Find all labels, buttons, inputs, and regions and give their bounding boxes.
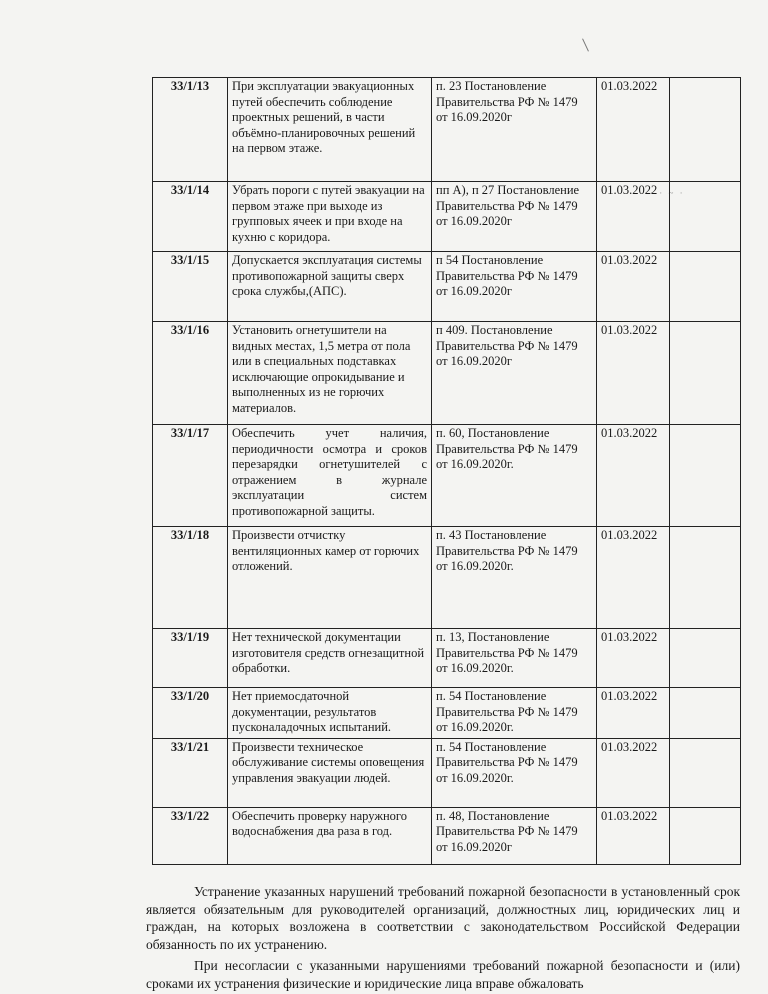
row-requirement: Произвести отчистку вентиляционных камер от горючих отложений. bbox=[228, 527, 432, 629]
table-row bbox=[153, 688, 741, 739]
row-legal-basis: п. 43 Постановление Правительства РФ № 1479 от 16.09.2020г. bbox=[432, 527, 597, 629]
scan-smudge: · · ~ · bbox=[650, 188, 685, 198]
row-requirement: Нет технической документации изготовителя средств огнезащитной обработки. bbox=[228, 629, 432, 688]
row-legal-basis: п 54 Постановление Правительства РФ № 1479 от 16.09.2020г bbox=[432, 252, 597, 322]
row-requirement: Установить огнетушители на видных местах, 1,5 метра от пола или в специальных подставках исключающие опрокидывание и выполненных из не горючих материалов. bbox=[228, 322, 432, 425]
row-deadline: 01.03.2022 bbox=[597, 425, 670, 527]
row-number: 33/1/20 bbox=[153, 688, 228, 739]
row-deadline: 01.03.2022 bbox=[597, 629, 670, 688]
row-number: 33/1/15 bbox=[153, 252, 228, 322]
row-legal-basis: п. 54 Постановление Правительства РФ № 1479 от 16.09.2020г. bbox=[432, 688, 597, 739]
row-number: 33/1/14 bbox=[153, 182, 228, 252]
body-paragraph: При несогласии с указанными нарушениями требований пожарной безопасности и (или) сроками их устранения физические и юридические лица вправе обжаловать bbox=[146, 958, 740, 991]
row-requirement: Допускается эксплуатация системы противопожарной защиты сверх срока службы,(АПС). bbox=[228, 252, 432, 322]
row-deadline: 01.03.2022 bbox=[597, 738, 670, 807]
row-deadline: 01.03.2022 bbox=[597, 807, 670, 864]
row-requirement: При эксплуатации эвакуационных путей обеспечить соблюдение проектных решений, в части объёмно-планировочных решений на первом этаже. bbox=[228, 78, 432, 182]
row-deadline: 01.03.2022 bbox=[597, 527, 670, 629]
row-number: 33/1/21 bbox=[153, 738, 228, 807]
row-note bbox=[670, 629, 741, 688]
row-legal-basis: п. 13, Постановление Правительства РФ № 1479 от 16.09.2020г. bbox=[432, 629, 597, 688]
row-requirement: Обеспечить учет наличия, периодичности осмотра и сроков перезарядки огнетушителей с отражением в журнале эксплуатации систем противопожарной защиты. bbox=[228, 425, 432, 527]
row-requirement: Обеспечить проверку наружного водоснабжения два раза в год. bbox=[228, 807, 432, 864]
row-legal-basis: п. 54 Постановление Правительства РФ № 1479 от 16.09.2020г. bbox=[432, 738, 597, 807]
row-requirement: Убрать пороги с путей эвакуации на первом этаже при выходе из групповых ячеек и при входе на кухню с коридора. bbox=[228, 182, 432, 252]
row-deadline: 01.03.2022 bbox=[597, 252, 670, 322]
row-legal-basis: п. 60, Постановление Правительства РФ № 1479 от 16.09.2020г. bbox=[432, 425, 597, 527]
scan-mark bbox=[582, 38, 589, 51]
row-deadline: 01.03.2022 bbox=[597, 688, 670, 739]
table-row bbox=[153, 527, 741, 629]
row-deadline: 01.03.2022 bbox=[597, 182, 670, 252]
table-row bbox=[153, 425, 741, 527]
row-legal-basis: пп А), п 27 Постановление Правительства РФ № 1479 от 16.09.2020г bbox=[432, 182, 597, 252]
row-number: 33/1/18 bbox=[153, 527, 228, 629]
row-number: 33/1/16 bbox=[153, 322, 228, 425]
body-paragraph: Устранение указанных нарушений требований пожарной безопасности в установленный срок является обязательным для руководителей организаций, должностных лиц, юридических лиц и граждан, на которых возложена в соответствии с законодательством Российской Федерации обязанность по их устранению. bbox=[146, 884, 740, 952]
row-note bbox=[670, 252, 741, 322]
row-number: 33/1/13 bbox=[153, 78, 228, 182]
row-number: 33/1/22 bbox=[153, 807, 228, 864]
row-note bbox=[670, 182, 741, 252]
row-note bbox=[670, 738, 741, 807]
table-row bbox=[153, 252, 741, 322]
table-row bbox=[153, 322, 741, 425]
row-number: 33/1/17 bbox=[153, 425, 228, 527]
row-legal-basis: п. 48, Постановление Правительства РФ № 1479 от 16.09.2020г bbox=[432, 807, 597, 864]
row-note bbox=[670, 78, 741, 182]
row-note bbox=[670, 807, 741, 864]
row-note bbox=[670, 425, 741, 527]
row-deadline: 01.03.2022 bbox=[597, 322, 670, 425]
table-row bbox=[153, 807, 741, 864]
table-row bbox=[153, 629, 741, 688]
row-note bbox=[670, 527, 741, 629]
row-requirement: Нет приемосдаточной документации, результатов пусконаладочных испытаний. bbox=[228, 688, 432, 739]
table-row bbox=[153, 78, 741, 182]
row-number: 33/1/19 bbox=[153, 629, 228, 688]
row-legal-basis: п. 23 Постановление Правительства РФ № 1479 от 16.09.2020г bbox=[432, 78, 597, 182]
table-row bbox=[153, 738, 741, 807]
violations-table bbox=[152, 77, 741, 865]
row-legal-basis: п 409. Постановление Правительства РФ № 1479 от 16.09.2020г bbox=[432, 322, 597, 425]
row-note bbox=[670, 322, 741, 425]
row-deadline: 01.03.2022 bbox=[597, 78, 670, 182]
table-row bbox=[153, 182, 741, 252]
row-requirement: Произвести техническое обслуживание системы оповещения управления эвакуации людей. bbox=[228, 738, 432, 807]
row-note bbox=[670, 688, 741, 739]
